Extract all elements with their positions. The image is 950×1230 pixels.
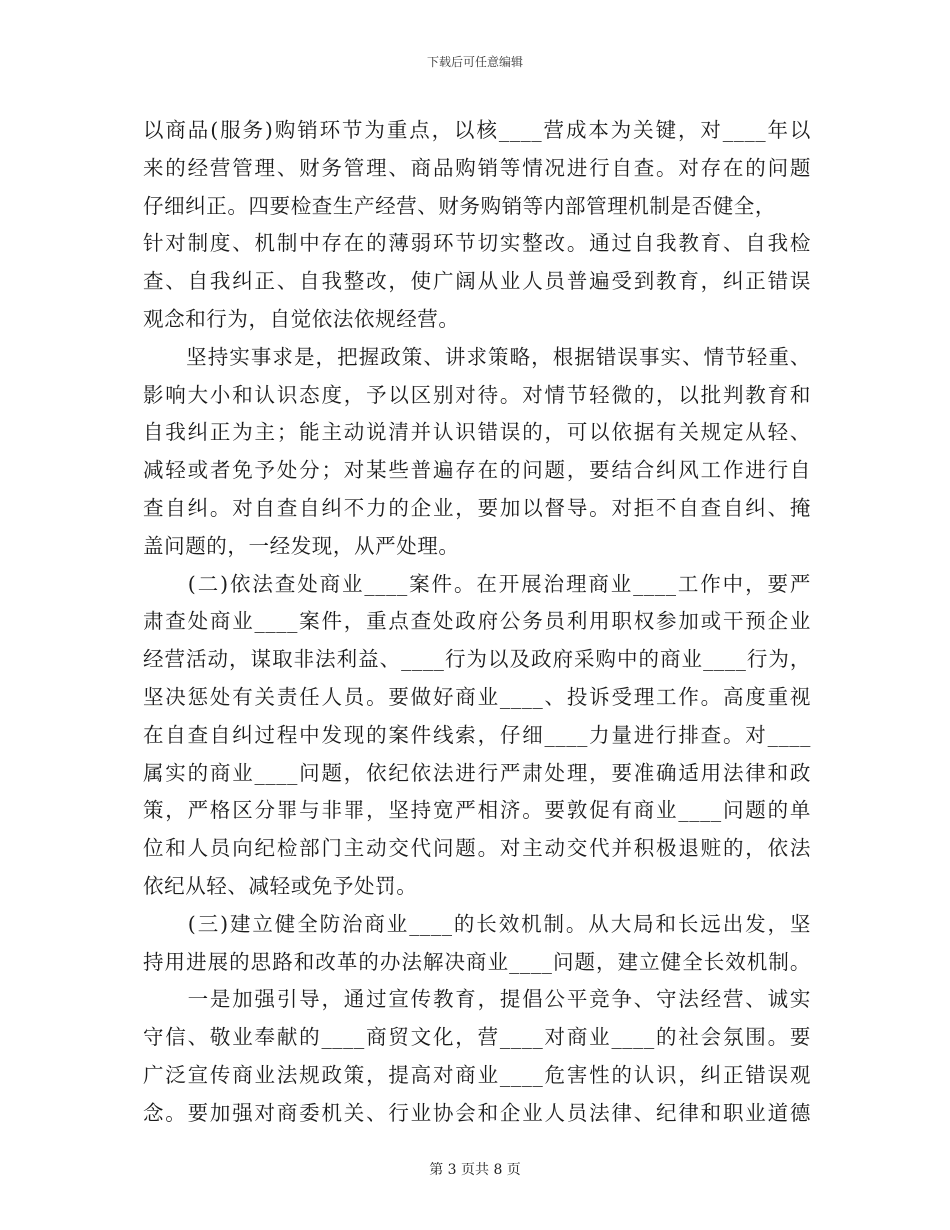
text-line: 仔细纠正。四要检查生产经营、财务购销等内部管理机制是否健全， [143,193,776,218]
text-line: 坚持实事求是，把握政策、讲求策略，根据错误事实、情节轻重、 [143,344,811,369]
document-body [143,112,811,1133]
text-line: 减轻或者免予处分；对某些普遍存在的问题，要结合纠风工作进行自 [143,458,811,483]
text-line: 属实的商业____问题，依纪依法进行严肃处理，要准确适用法律和政 [143,760,811,785]
page-header: 下载后可任意编辑 [426,55,523,69]
text-line: 来的经营管理、财务管理、商品购销等情况进行自查。对存在的问题 [143,155,811,180]
text-line: 策，严格区分罪与非罪，坚持宽严相济。要敦促有商业____问题的单 [143,798,811,823]
text-line: 影响大小和认识态度，予以区别对待。对情节轻微的，以批判教育和 [143,382,811,407]
text-line: 在自查自纠过程中发现的案件线索，仔细____力量进行排查。对____ [143,722,811,747]
text-line: 位和人员向纪检部门主动交代问题。对主动交代并积极退赃的，依法 [143,836,811,861]
text-line: 查、自我纠正、自我整改，使广阔从业人员普遍受到教育，纠正错误 [143,269,811,294]
text-line: 以商品(服务)购销环节为重点，以核____营成本为关键，对____年以 [143,118,811,142]
text-line: 自我纠正为主；能主动说清并认识错误的，可以依据有关规定从轻、 [143,420,811,445]
text-line: 肃查处商业____案件，重点查处政府公务员利用职权参加或干预企业 [143,609,811,634]
text-line: 坚决惩处有关责任人员。要做好商业____、投诉受理工作。高度重视 [143,684,811,709]
text-line: 持用进展的思路和改革的办法解决商业____问题，建立健全长效机制。 [143,949,811,974]
text-line: (三)建立健全防治商业____的长效机制。从大局和长远出发，坚 [143,911,811,936]
text-line: 经营活动，谋取非法利益、____行为以及政府采购中的商业____行为， [143,647,811,672]
text-line: 盖问题的，一经发现，从严处理。 [143,533,460,558]
text-line: 依纪从轻、减轻或免予处罚。 [143,873,418,898]
text-line: 念。要加强对商委机关、行业协会和企业人员法律、纪律和职业道德 [143,1100,811,1125]
text-line: 查自纠。对自查自纠不力的企业，要加以督导。对拒不自查自纠、掩 [143,495,811,520]
text-line: (二)依法查处商业____案件。在开展治理商业____工作中，要严 [143,571,811,596]
page-footer: 第 3 页共 8 页 [429,1162,521,1178]
text-line: 一是加强引导，通过宣传教育，提倡公平竞争、守法经营、诚实 [143,987,811,1012]
text-line: 针对制度、机制中存在的薄弱环节切实整改。通过自我教育、自我检 [143,231,811,256]
text-line: 守信、敬业奉献的____商贸文化，营____对商业____的社会氛围。要 [143,1025,811,1050]
text-line: 广泛宣传商业法规政策，提高对商业____危害性的认识，纠正错误观 [143,1062,811,1087]
text-line: 观念和行为，自觉依法依规经营。 [143,306,460,331]
